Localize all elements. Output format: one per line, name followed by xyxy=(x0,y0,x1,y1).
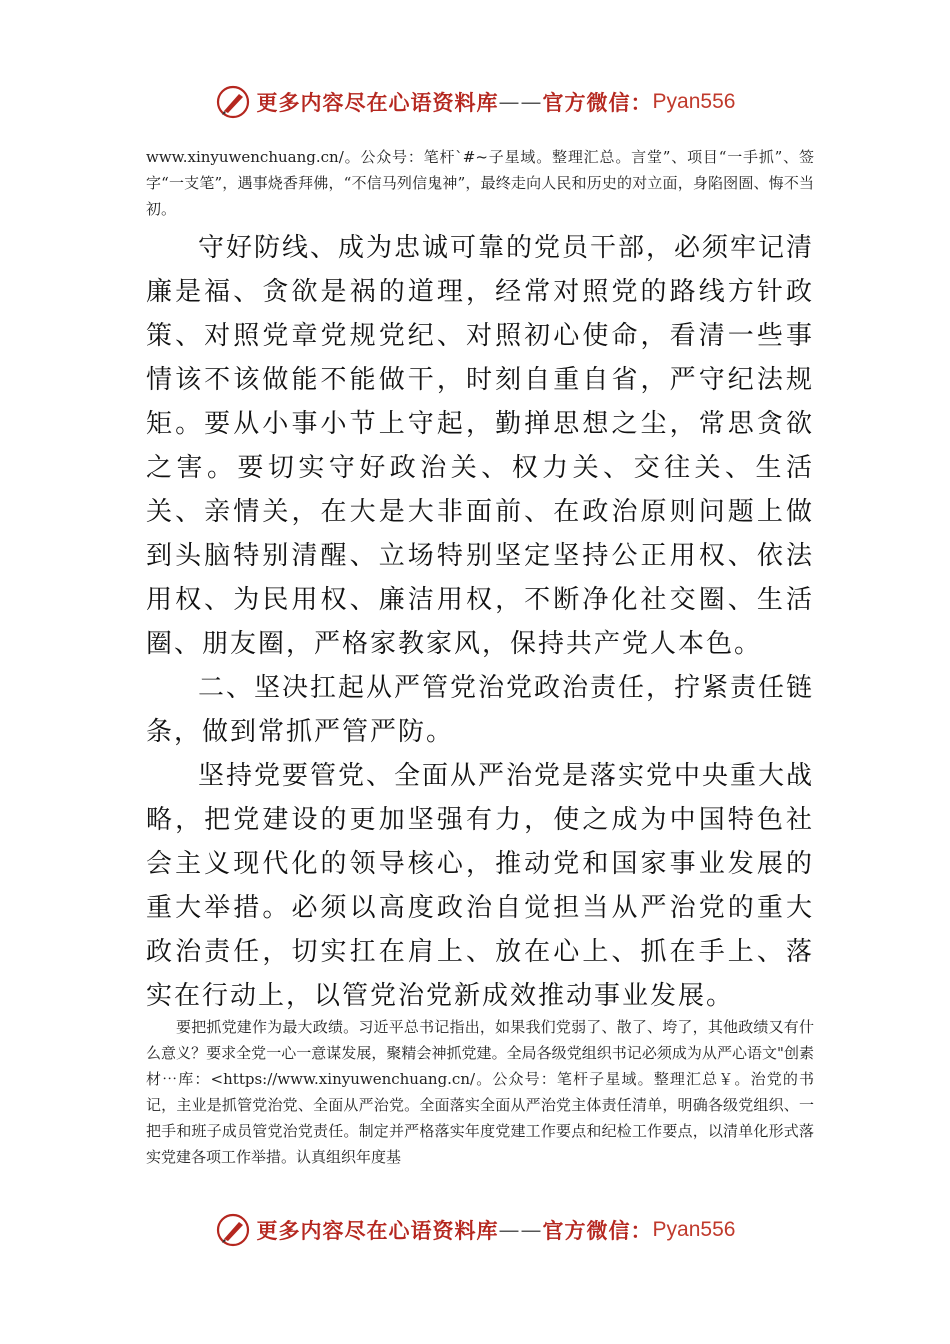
pen-logo-icon xyxy=(215,1212,251,1248)
banner-account: Pyan556 xyxy=(652,1218,736,1241)
top-fragment: www.xinyuwenchuang.cn/。公众号：笔杆`#~子星域。整理汇总。言堂”、项目“一手抓”、签字“一支笔”，遇事烧香拜佛，“不信马列信鬼神”，最终走向人民和历史的对立面，身陷囹圄、悔不当初。 xyxy=(146,148,814,218)
header-banner xyxy=(0,82,950,122)
pen-logo-icon xyxy=(215,84,251,120)
banner-text: 更多内容尽在心语资料库 xyxy=(256,91,499,115)
banner-separator: —— xyxy=(498,90,543,114)
banner-text: 更多内容尽在心语资料库 xyxy=(256,1219,499,1243)
bottom-fragment: 要把抓党建作为最大政绩。习近平总书记指出，如果我们党弱了、散了、垮了，其他政绩又有什么意义？要求全党一心一意谋发展，聚精会神抓党建。全局各级党组织书记必须成为从严心语文"创素材⋯库：<https://www.xinyuwenchuang.cn/。公众号：笔杆子星域。整理汇总￥。治党的书记，主业是抓管党治党、全面从严治党。全面落实全面从严治党主体责任清单，明确各级党组织、一把手和班子成员管党治党责任。制定并严格落实年度党建工作要点和纪检工作要点，以清单化形式落实党建各项工作举措。认真组织年度基 xyxy=(146,1018,814,1166)
section-heading: 二、坚决扛起从严管党治党政治责任，拧紧责任链条，做到常抓严管严防。 xyxy=(146,673,815,747)
banner-label: 官方微信： xyxy=(542,91,653,115)
paragraph-party-governance: 坚持党要管党、全面从严治党是落实党中央重大战略，把党建设的更加坚强有力，使之成为中国特色社会主义现代化的领导核心，推动党和国家事业发展的重大举措。必须以高度政治自觉担当从严治党的重大政治责任，切实扛在肩上、放在心上、抓在手上、落实在行动上，以管党治党新成效推动事业发展。 xyxy=(146,761,815,1011)
footer-banner xyxy=(0,1210,950,1250)
banner-account: Pyan556 xyxy=(652,90,736,113)
paragraph-defense-line: 守好防线、成为忠诚可靠的党员干部，必须牢记清廉是福、贪欲是祸的道理，经常对照党的路线方针政策、对照党章党规党纪、对照初心使命，看清一些事情该不该做能不能做干，时刻自重自省，严守纪法规矩。要从小事小节上守起，勤掸思想之尘，常思贪欲之害。要切实守好政治关、权力关、交往关、生活关、亲情关，在大是大非面前、在政治原则问题上做到头脑特别清醒、立场特别坚定坚持公正用权、依法用权、为民用权、廉洁用权，不断净化社交圈、生活圈、朋友圈，严格家教家风，保持共产党人本色。 xyxy=(146,233,815,659)
banner-separator: —— xyxy=(498,1218,543,1242)
banner-label: 官方微信： xyxy=(542,1219,653,1243)
